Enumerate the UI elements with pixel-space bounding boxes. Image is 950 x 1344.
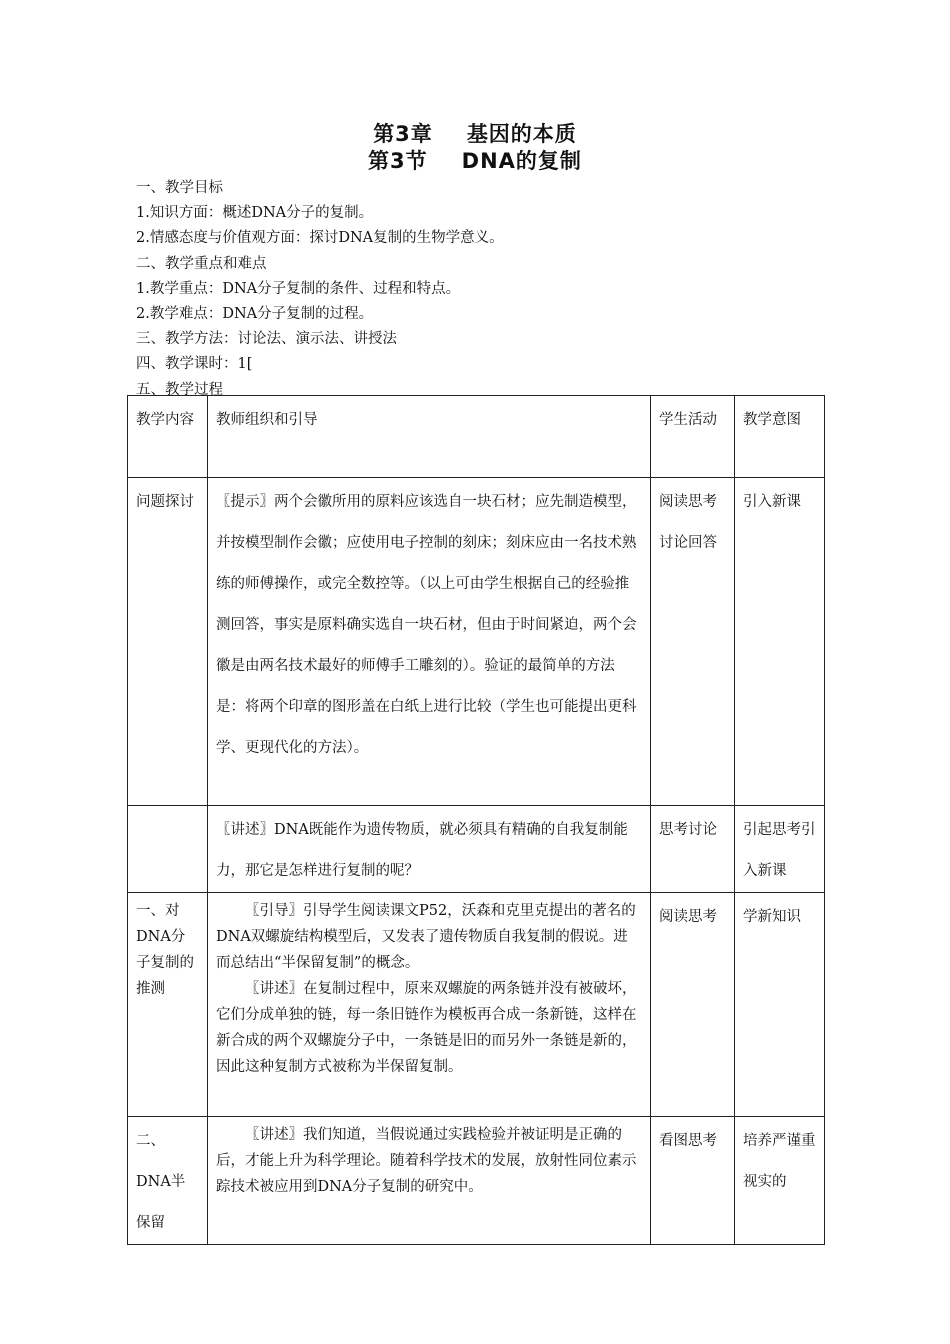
row-activity: 看图思考 <box>651 1117 735 1245</box>
header-guide: 教师组织和引导 <box>208 396 651 478</box>
guide-paragraph: 〖引导〗引导学生阅读课文P52，沃森和克里克提出的著名的DNA双螺旋结构模型后，又发表了遗传物质自我复制的假说。进而总结出“半保留复制”的概念。 <box>216 903 636 971</box>
header-intent: 教学意图 <box>735 396 825 478</box>
row-guide <box>208 1117 651 1245</box>
row-intent: 学新知识 <box>735 893 825 1117</box>
row-intent: 培养严谨重视实的 <box>735 1117 825 1245</box>
outline-line: 2.情感态度与价值观方面：探讨DNA复制的生物学意义。 <box>136 230 504 247</box>
header-activity: 学生活动 <box>651 396 735 478</box>
row-content: 二、DNA半保留 <box>128 1117 208 1245</box>
row-intent: 引起思考引入新课 <box>735 806 825 893</box>
outline-line: 二、教学重点和难点 <box>136 255 267 272</box>
guide-paragraph: 〖讲述〗我们知道，当假说通过实践检验并被证明是正确的后，才能上升为科学理论。随着科学技术的发展，放射性同位素示踪技术被应用到DNA分子复制的研究中。 <box>216 1127 637 1195</box>
guide-paragraph: 〖讲述〗在复制过程中，原来双螺旋的两条链并没有被破坏，它们分成单独的链，每一条旧链作为模板再合成一条新链，这样在新合成的两个双螺旋分子中，一条链是旧的而另外一条链是新的，因此这种复制方式被称为半保留复制。 <box>216 981 637 1075</box>
chapter-title <box>0 120 950 148</box>
teaching-process-table <box>127 395 825 1245</box>
table-row <box>128 478 825 806</box>
section-name: DNA的复制 <box>461 149 582 173</box>
outline <box>136 176 504 403</box>
section-number: 第3节 <box>368 149 428 173</box>
chapter-number: 第3章 <box>373 122 433 146</box>
row-content <box>128 806 208 893</box>
table-row <box>128 1117 825 1245</box>
row-guide: 〖提示〗两个会徽所用的原料应该选自一块石材；应先制造模型，并按模型制作会徽；应使用电子控制的刻床；刻床应由一名技术熟练的师傅操作，或完全数控等。（以上可由学生根据自己的经验推测回答，事实是原料确实选自一块石材，但由于时间紧迫，两个会徽是由两名技术最好的师傅手工雕刻的）。验证的最简单的方法是：将两个印章的图形盖在白纸上进行比较（学生也可能提出更科学、更现代化的方法）。 <box>208 478 651 806</box>
outline-line: 1.知识方面：概述DNA分子的复制。 <box>136 205 374 222</box>
row-activity: 阅读思考讨论回答 <box>651 478 735 806</box>
outline-line: 三、教学方法：讨论法、演示法、讲授法 <box>136 331 397 348</box>
outline-line: 1.教学重点：DNA分子复制的条件、过程和特点。 <box>136 280 461 297</box>
row-intent: 引入新课 <box>735 478 825 806</box>
table-header-row <box>128 396 825 478</box>
chapter-name: 基因的本质 <box>466 122 577 146</box>
table-row <box>128 806 825 893</box>
row-guide <box>208 893 651 1117</box>
section-title <box>0 147 950 175</box>
outline-line: 五、教学过程 <box>136 381 223 398</box>
table-row <box>128 893 825 1117</box>
row-content: 一、对DNA分子复制的推测 <box>128 893 208 1117</box>
header-content: 教学内容 <box>128 396 208 478</box>
row-activity: 思考讨论 <box>651 806 735 893</box>
row-guide: 〖讲述〗DNA既能作为遗传物质，就必须具有精确的自我复制能力，那它是怎样进行复制的呢？ <box>208 806 651 893</box>
row-activity: 阅读思考 <box>651 893 735 1117</box>
row-content: 问题探讨 <box>128 478 208 806</box>
outline-line: 2.教学难点：DNA分子复制的过程。 <box>136 306 374 323</box>
outline-line: 四、教学课时：1[ <box>136 356 253 373</box>
outline-line: 一、教学目标 <box>136 180 223 196</box>
